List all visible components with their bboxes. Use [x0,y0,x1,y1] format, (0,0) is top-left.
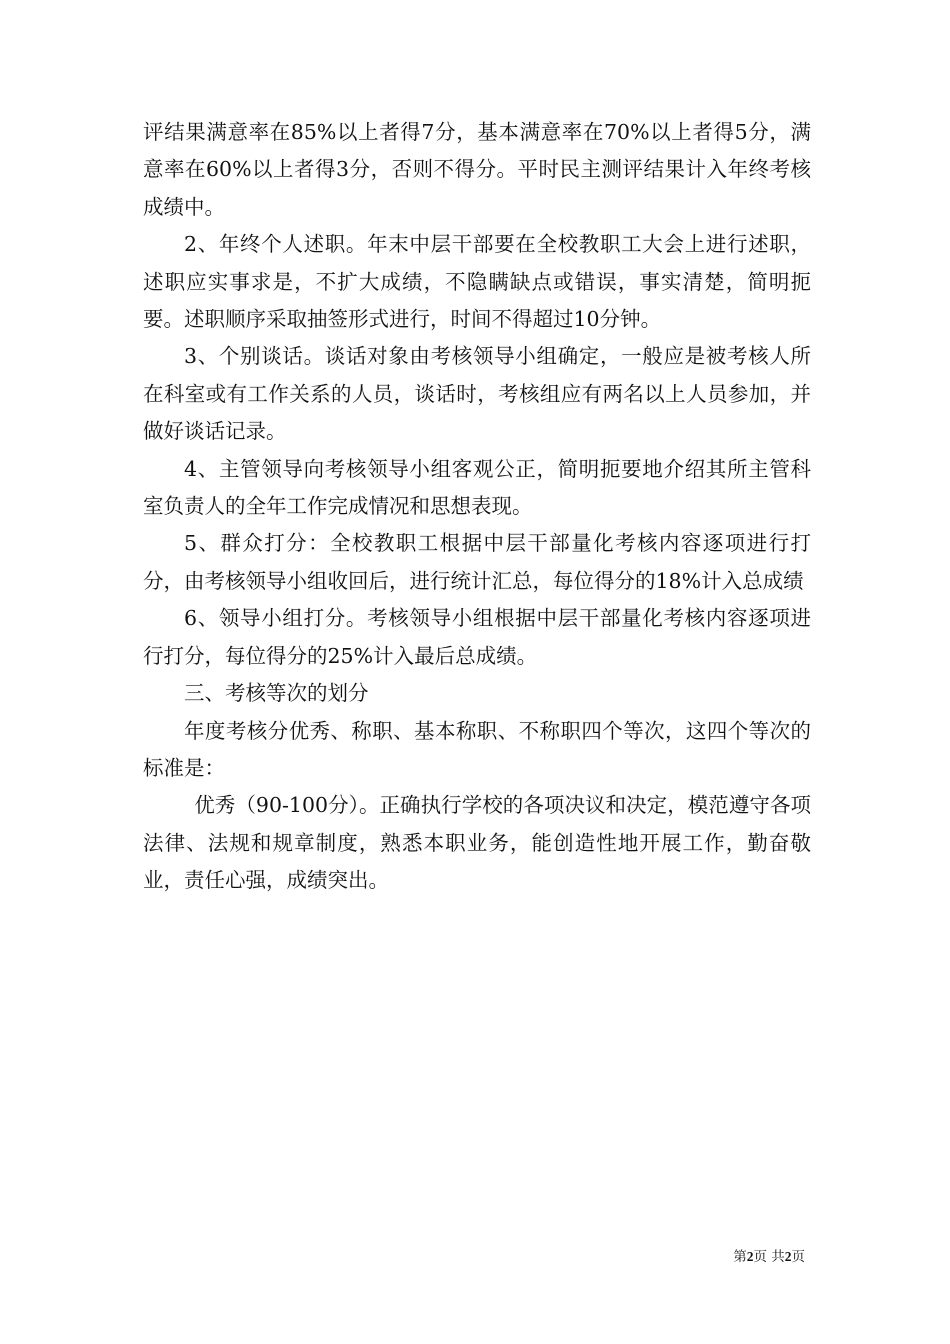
footer-suffix: 页 [791,1249,805,1265]
paragraph-individual-talk: 3、个别谈话。谈话对象由考核领导小组确定，一般应是被考核人所在科室或有工作关系的人员，谈话时，考核组应有两名以上人员参加，并做好谈话记录。 [143,344,811,444]
paragraph-excellent-criteria: 优秀（90-100分）。正确执行学校的各项决议和决定，模范遵守各项法律、法规和规章制度，熟悉本职业务，能创造性地开展工作，勤奋敬业，责任心强，成绩突出。 [143,793,811,893]
footer-prefix: 第 [733,1249,747,1265]
footer-current-page: 2 [746,1249,754,1264]
footer-middle: 页 共 [753,1249,785,1265]
paragraph-leader-scoring: 6、领导小组打分。考核领导小组根据中层干部量化考核内容逐项进行打分，每位得分的25%计入最后总成绩。 [143,606,811,668]
section-heading-grades: 三、考核等次的划分 [184,681,369,706]
paragraph-supervisor-intro: 4、主管领导向考核领导小组客观公正，简明扼要地介绍其所主管科室负责人的全年工作完成情况和思想表现。 [143,456,811,519]
paragraph-staff-scoring: 5、群众打分：全校教职工根据中层干部量化考核内容逐项进行打分，由考核领导小组收回后，进行统计汇总，每位得分的18%计入总成绩 [143,531,811,593]
paragraph-evaluation-scoring: 评结果满意率在85%以上者得7分，基本满意率在70%以上者得5分，满意率在60%以上者得3分，否则不得分。平时民主测评结果计入年终考核成绩中。 [143,120,811,219]
footer-total-pages: 2 [784,1249,792,1264]
document-body [143,114,811,900]
page-number-footer [733,1248,805,1266]
paragraph-grade-levels: 年度考核分优秀、称职、基本称职、不称职四个等次，这四个等次的标准是： [143,718,811,780]
paragraph-annual-report: 2、年终个人述职。年末中层干部要在全校教职工大会上进行述职，述职应实事求是，不扩大成绩，不隐瞒缺点或错误，事实清楚，简明扼要。述职顺序采取抽签形式进行，时间不得超过10分钟。 [143,232,811,332]
